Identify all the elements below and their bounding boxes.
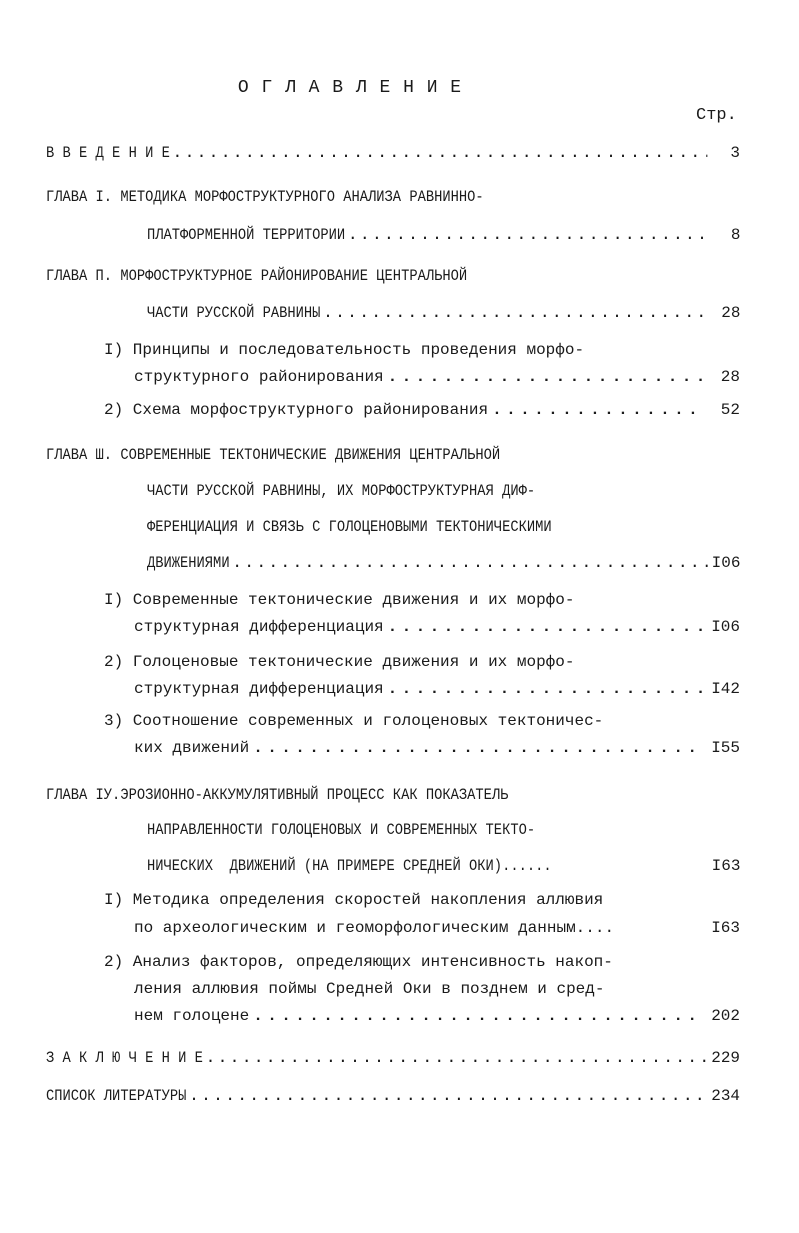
toc-entry — [46, 142, 740, 164]
dot-leader — [388, 366, 702, 388]
toc-entry-title: ПЛАТФОРМЕННОЙ ТЕРРИТОРИИ — [147, 226, 346, 244]
toc-entry — [134, 678, 740, 700]
toc-entry-page: I63 — [711, 919, 740, 937]
toc-entry-title: 2) Схема морфоструктурного районирования — [104, 401, 489, 419]
toc-entry — [134, 366, 740, 388]
toc-entry — [147, 819, 740, 841]
toc-entry-title: по археологическим и геоморфологическим данным.... — [134, 919, 615, 937]
toc-entry-page: 229 — [711, 1049, 740, 1067]
toc-entry-title: СПИСОК ЛИТЕРАТУРЫ — [46, 1087, 187, 1105]
toc-entry — [134, 1005, 740, 1027]
toc-entry-page: I42 — [711, 680, 740, 698]
page-title: О Г Л А В Л Е Н И Е — [237, 78, 463, 98]
toc-entry-title: I) Современные тектонические движения и их морфо- — [104, 591, 575, 609]
dot-leader — [324, 302, 707, 324]
toc-entry-page: 8 — [730, 226, 740, 244]
toc-entry — [147, 480, 740, 502]
dot-leader — [349, 224, 708, 246]
toc-entry — [104, 399, 740, 421]
toc-entry-title: I) Методика определения скоростей накопления аллювия — [104, 891, 604, 909]
dot-leader — [233, 552, 707, 574]
toc-entry — [104, 889, 740, 911]
toc-entry-title: ГЛАВА Ш. СОВРЕМЕННЫЕ ТЕКТОНИЧЕСКИЕ ДВИЖЕНИЯ ЦЕНТРАЛЬНОЙ — [46, 446, 501, 464]
toc-entry-page: 28 — [720, 304, 740, 322]
toc-entry-title: ГЛАВА П. МОРФОСТРУКТУРНОЕ РАЙОНИРОВАНИЕ ЦЕНТРАЛЬНОЙ — [46, 267, 468, 285]
toc-entry — [134, 978, 740, 1000]
dot-leader — [253, 737, 702, 759]
toc-entry — [134, 616, 740, 638]
toc-entry-title: 2) Анализ факторов, определяющих интенсивность накоп- — [104, 953, 613, 971]
toc-entry-title: структурная дифференциация — [134, 680, 384, 698]
toc-entry — [104, 651, 740, 673]
toc-entry — [46, 784, 740, 806]
toc-entry — [134, 737, 740, 759]
toc-entry-page: 3 — [730, 144, 740, 162]
dot-leader — [253, 1005, 702, 1027]
dot-leader — [206, 1047, 707, 1069]
toc-entry-title: 3) Соотношение современных и голоценовых тектоничес- — [104, 712, 604, 730]
toc-entry — [147, 855, 740, 877]
toc-entry-page: I06 — [711, 618, 740, 636]
toc-entry-page: 234 — [711, 1087, 740, 1105]
dot-leader — [190, 1085, 707, 1107]
toc-entry-page: I55 — [711, 739, 740, 757]
toc-entry-title: структурного районирования — [134, 368, 384, 386]
toc-entry — [104, 951, 740, 973]
toc-entry-page: 28 — [720, 368, 740, 386]
toc-entry-title: 2) Голоценовые тектонические движения и их морфо- — [104, 653, 575, 671]
toc-entry-title: НАПРАВЛЕННОСТИ ГОЛОЦЕНОВЫХ И СОВРЕМЕННЫХ ТЕКТО- — [147, 821, 536, 839]
toc-entry — [147, 224, 740, 246]
toc-entry-title: НИЧЕСКИХ ДВИЖЕНИЙ (НА ПРИМЕРЕ СРЕДНЕЙ ОКИ)...... — [147, 857, 552, 875]
dot-leader — [388, 678, 702, 700]
toc-entry — [147, 552, 740, 574]
toc-entry — [46, 444, 740, 466]
toc-entry — [104, 339, 740, 361]
toc-entry — [46, 265, 740, 287]
toc-entry-title: ФЕРЕНЦИАЦИЯ И СВЯЗЬ С ГОЛОЦЕНОВЫМИ ТЕКТОНИЧЕСКИМИ — [147, 518, 552, 536]
toc-entry — [46, 186, 740, 208]
toc-entry — [134, 917, 740, 939]
toc-entry-title: ГЛАВА IУ.ЭРОЗИОННО-АККУМУЛЯТИВНЫЙ ПРОЦЕСС КАК ПОКАЗАТЕЛЬ — [46, 786, 509, 804]
toc-entry — [147, 302, 740, 324]
toc-entry — [46, 1085, 740, 1107]
toc-entry — [46, 1047, 740, 1069]
toc-entry-page: 202 — [711, 1007, 740, 1025]
dot-leader — [173, 142, 707, 164]
toc-entry-title: ЧАСТИ РУССКОЙ РАВНИНЫ — [147, 304, 321, 322]
toc-entry-title: ких движений — [134, 739, 250, 757]
toc-entry — [104, 710, 740, 732]
toc-entry-title: структурная дифференциация — [134, 618, 384, 636]
toc-entry-page: I06 — [711, 554, 740, 572]
toc-entry-title: ЧАСТИ РУССКОЙ РАВНИНЫ, ИХ МОРФОСТРУКТУРНАЯ ДИФ- — [147, 482, 536, 500]
toc-entry-title: ГЛАВА I. МЕТОДИКА МОРФОСТРУКТУРНОГО АНАЛИЗА РАВНИННО- — [46, 188, 484, 206]
toc-entry-title: З А К Л Ю Ч Е Н И Е — [46, 1049, 203, 1067]
toc-entry-title: ДВИЖЕНИЯМИ — [147, 554, 230, 572]
toc-entry-title: ления аллювия поймы Средней Оки в позднем и сред- — [134, 980, 605, 998]
toc-entry-title: нем голоцене — [134, 1007, 250, 1025]
page-column-label: Стр. — [696, 106, 737, 125]
toc-entry-title: I) Принципы и последовательность проведения морфо- — [104, 341, 585, 359]
toc-entry-page: 52 — [720, 401, 740, 419]
toc-entry — [104, 589, 740, 611]
dot-leader — [492, 399, 702, 421]
toc-entry-page: I63 — [711, 857, 740, 875]
toc-entry-title: В В Е Д Е Н И Е — [46, 144, 170, 162]
dot-leader — [388, 616, 702, 638]
toc-entry — [147, 516, 740, 538]
